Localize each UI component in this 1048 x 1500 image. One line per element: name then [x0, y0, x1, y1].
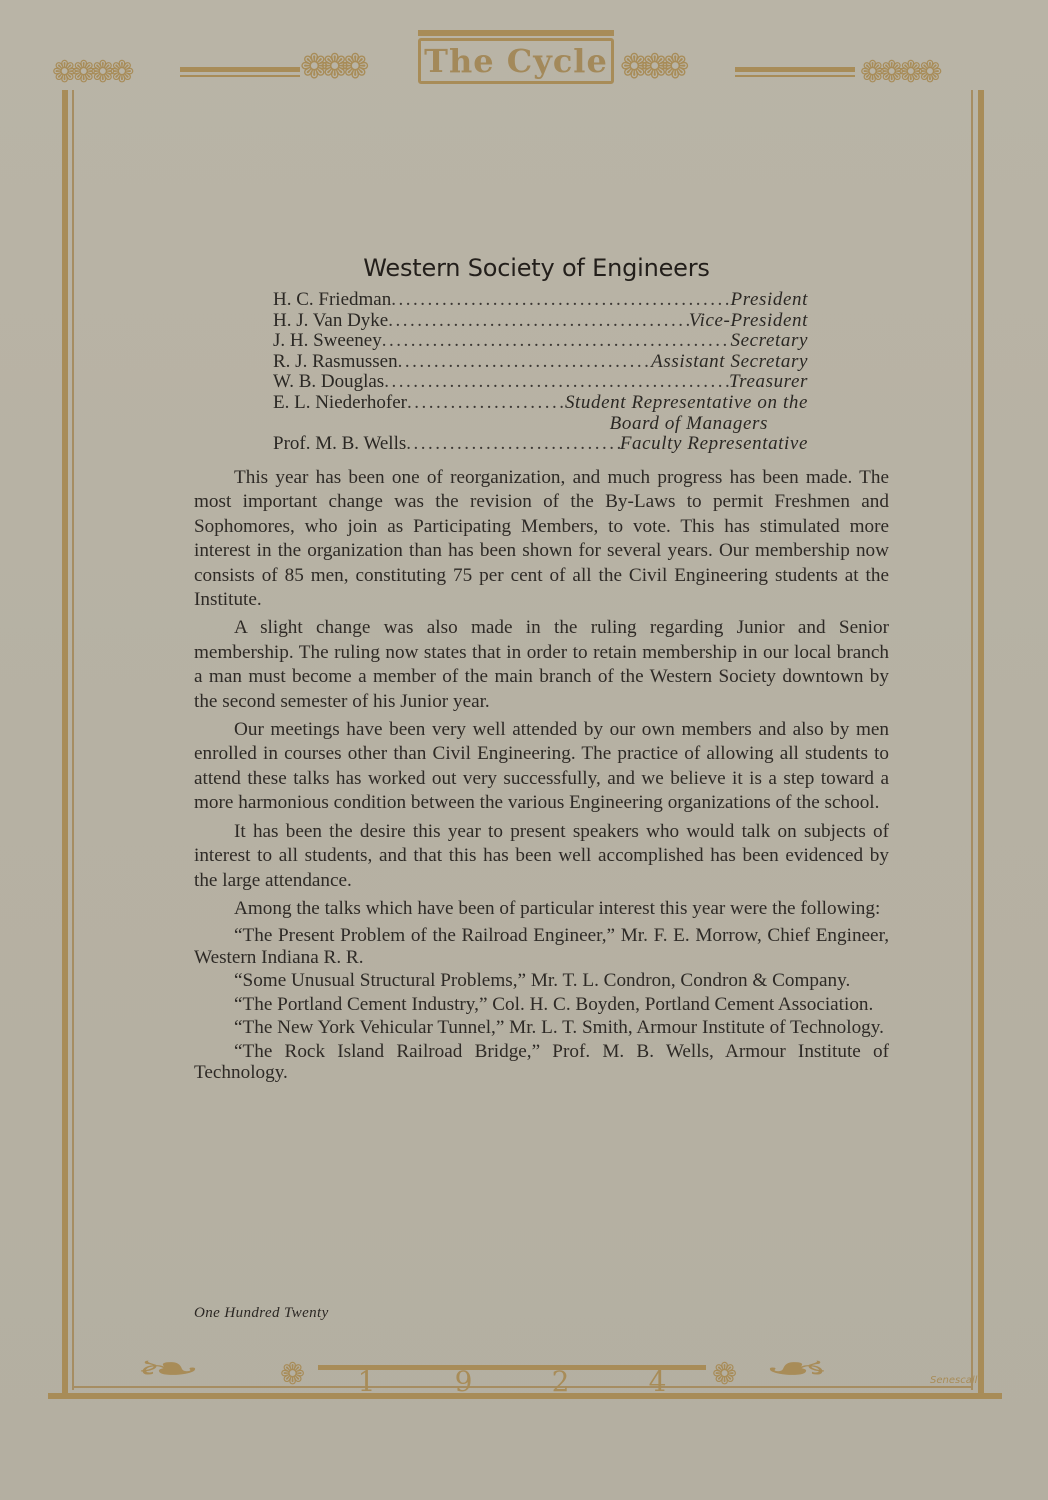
talk-item: “The Portland Cement Industry,” Col. H. C. Boyden, Portland Cement Association. [234, 993, 874, 1015]
talk-item: “The Present Problem of the Railroad Engineer,” Mr. F. E. Morrow, Chief Engineer, Western Indiana R. R. [194, 925, 889, 968]
top-band-right-lower [735, 75, 855, 77]
swirl-ornament-bottom-left: ❧ [135, 1349, 202, 1390]
leader-dots [391, 290, 730, 311]
officer-role: Treasurer [729, 371, 808, 393]
officer-role: Vice-President [688, 309, 808, 331]
frame-right-inner [971, 90, 973, 1390]
officer-row [273, 290, 808, 311]
leader-dots [388, 311, 689, 332]
paragraph: This year has been one of reorganization, and much progress has been made. The most important change was the revision of the By-Laws to permit Freshmen and Sophomores, who join as Participating Members, to vote. This has stimulated more interest in the organization than has been shown for several years. Our membership now consists of 85 men, constituting 75 per cent of all the Civil Engineering students at the Institute. [194, 467, 889, 611]
officer-row [273, 393, 808, 414]
officer-row [273, 331, 808, 352]
officer-name: W. B. Douglas [273, 371, 385, 393]
paragraph: It has been the desire this year to present speakers who would talk on subjects of interest to all students, and that this has been well accomplished has been evidenced by the large attendance. [194, 820, 889, 891]
officer-role: Faculty Representative [619, 433, 808, 455]
officer-role: Secretary [730, 330, 808, 352]
officer-name: E. L. Niederhofer [273, 391, 407, 413]
frame-left-outer [62, 90, 68, 1395]
officer-role: Student Representative on the [564, 391, 808, 413]
talks-list [194, 925, 889, 1084]
officer-name: R. J. Rasmussen [273, 350, 398, 372]
article-body [194, 466, 889, 1086]
artist-signature: Senescall [930, 1375, 978, 1386]
officer-row [273, 311, 808, 332]
section-heading: Western Society of Engineers [363, 254, 710, 282]
top-band-left-lower [180, 75, 300, 77]
officer-name: H. J. Van Dyke [273, 309, 389, 331]
year-digit: 2 [551, 1365, 570, 1398]
officer-name: Prof. M. B. Wells [273, 433, 407, 455]
officer-role-continuation: Board of Managers [609, 412, 768, 434]
leader-dots [406, 434, 620, 455]
leader-dots [384, 372, 729, 393]
year-digit: 4 [648, 1365, 667, 1398]
officer-name: J. H. Sweeney [273, 330, 382, 352]
scroll-ornament-top-right: ❁❁❁❁ [860, 55, 937, 90]
officers-list [273, 290, 808, 455]
year-banner [318, 1365, 706, 1397]
masthead-cartouche [418, 38, 614, 84]
page-number-label: One Hundred Twenty [194, 1305, 329, 1321]
officer-row [273, 372, 808, 393]
talk-item: “The Rock Island Railroad Bridge,” Prof. M. B. Wells, Armour Institute of Technology. [194, 1040, 889, 1084]
leader-dots [398, 352, 652, 373]
leader-dots [407, 393, 565, 414]
swirl-ornament-bottom-mid-right: ❁ [712, 1357, 738, 1392]
top-band-left [180, 67, 300, 72]
swirl-ornament-bottom-right: ❧ [763, 1349, 830, 1390]
paragraph: Among the talks which have been of particular interest this year were the following: [234, 897, 881, 919]
year-digit: 9 [454, 1365, 473, 1398]
officer-role: President [730, 289, 808, 310]
scroll-ornament-top-left: ❁❁❁❁ [52, 55, 129, 90]
officer-role: Assistant Secretary [651, 350, 808, 372]
frame-left-inner [72, 90, 74, 1390]
talk-item: “Some Unusual Structural Problems,” Mr. T. L. Condron, Condron & Company. [234, 970, 851, 992]
officer-name: H. C. Friedman [273, 289, 392, 310]
scroll-ornament-top-mid-left: ❁❁❁ [300, 47, 362, 87]
frame-right-outer [978, 90, 984, 1395]
officer-row [273, 352, 808, 373]
talk-item: “The New York Vehicular Tunnel,” Mr. L. T. Smith, Armour Institute of Technology. [234, 1017, 884, 1039]
paragraph: Our meetings have been very well attended by our own members and also by men enrolled in courses other than Civil Engineering. The practice of allowing all students to attend these talks has worked out very successfully, and we believe it is a step toward a more harmonious condition between the various Engineering organizations of the school. [194, 719, 889, 814]
top-band-right [735, 67, 855, 72]
paragraph: A slight change was also made in the ruling regarding Junior and Senior membership. The ruling now states that in order to retain membership in our local branch a man must become a member of the main branch of the Western Society downtown by the second semester of his Junior year. [194, 617, 889, 712]
swirl-ornament-bottom-mid-left: ❁ [280, 1357, 306, 1392]
scroll-ornament-top-mid-right: ❁❁❁ [620, 47, 682, 87]
officer-row [273, 434, 808, 455]
masthead-title: The Cycle [424, 42, 608, 80]
cartouche-top-bar [418, 30, 614, 36]
leader-dots [382, 331, 731, 352]
year-digit: 1 [357, 1365, 376, 1398]
